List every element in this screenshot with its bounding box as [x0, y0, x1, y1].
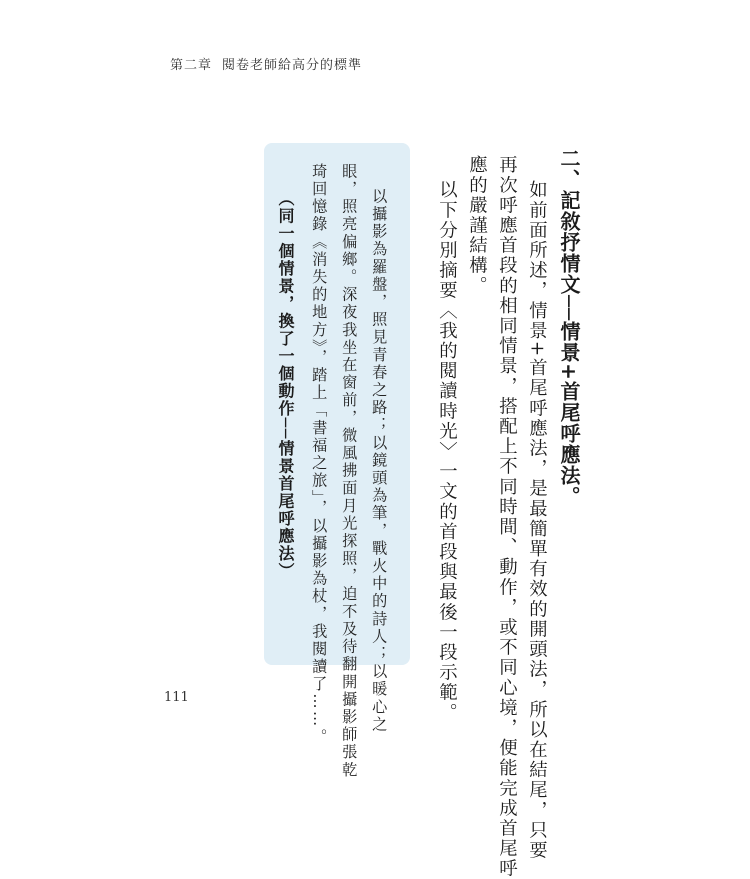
body-line-2: 再次呼應首段的相同情景，搭配上不同時間、動作，或不同心境，便能完成首尾呼	[496, 155, 518, 879]
chapter-title: 閱卷老師給高分的標準	[222, 58, 363, 73]
quote-line-3: 琦回憶錄《消失的地方》，踏上「書福之旅」，以攝影為杖，我閱讀了……。	[310, 163, 329, 747]
example-caption: （同一個情景，換了一個動作──情景首尾呼應法）	[276, 190, 295, 580]
body-line-1: 如前面所述，情景+首尾呼應法，是最簡單有效的開頭法，所以在結尾，只要	[526, 180, 548, 861]
body-line-4: 以下分別摘要〈我的閱讀時光〉一文的首段與最後一段示範。	[436, 180, 458, 723]
running-head	[170, 54, 362, 73]
section-heading: 二、記敘抒情文──情景+首尾呼應法。	[557, 148, 581, 507]
body-line-3: 應的嚴謹結構。	[466, 155, 488, 296]
quote-line-1: 以攝影為羅盤，照見青春之路；以鏡頭為筆，戰火中的詩人；以暖心之	[370, 188, 389, 734]
quote-line-2: 眼，照亮偏鄉。深夜我坐在窗前，微風拂面月光探照，迫不及待翻開攝影師張乾	[340, 163, 359, 779]
chapter-label: 第二章	[170, 58, 213, 73]
page-number: 111	[164, 690, 189, 705]
